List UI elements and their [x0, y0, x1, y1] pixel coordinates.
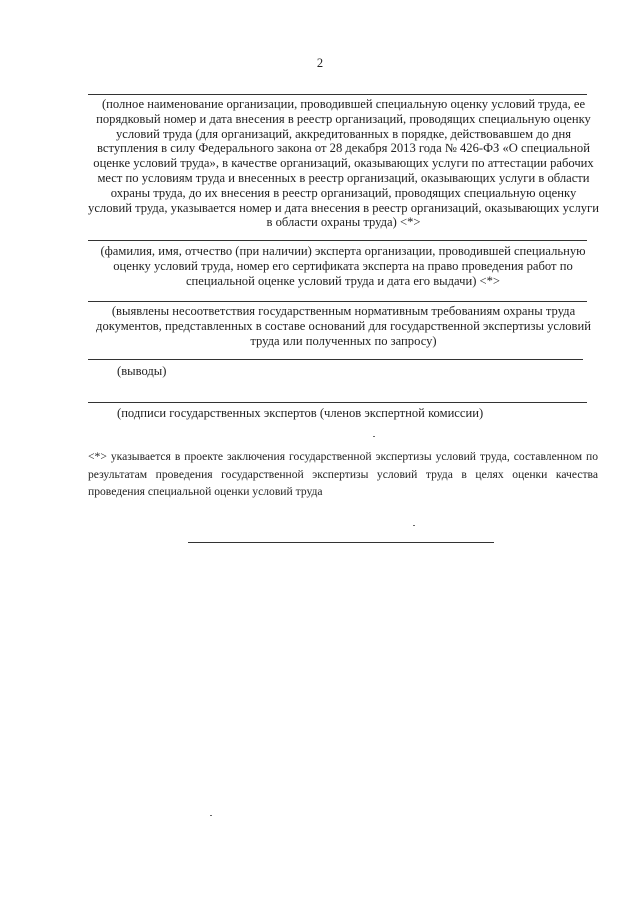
- caption-signatures: (подписи государственных экспертов (членов экспертной комиссии): [117, 406, 484, 420]
- scan-speck: [373, 436, 375, 437]
- page-number: 2: [316, 56, 324, 70]
- closing-separator: [188, 542, 494, 543]
- caption-organization: (полное наименование организации, проводившей специальную оценку условий труда, ее порядковый номер и дата внесения в реестр организаций, проводящих специальную оценку условий труда (для организаций, аккредитованных в порядке, действовавшем до дня вступления в силу Федерального закона от 28 декабря 2013 года № 426-ФЗ «О специальной оценке условий труда», в качестве организаций, оказывающих услуги по аттестации рабочих мест по условиям труда и внесенных в реестр организаций, оказывающих услуги в области охраны труда, до их внесения в реестр организаций, проводящих специальную оценку условий труда, указывается номер и дата внесения в реестр организаций, оказывающих услуги в области охраны труда) <*>: [88, 97, 599, 230]
- fill-line-conclusions: [88, 359, 583, 360]
- caption-expert: (фамилия, имя, отчество (при наличии) эксперта организации, проводившей специальную оценку условий труда, номер его сертификата эксперта на право проведения работ по специальной оценке условий труда и дата его выдачи) <*>: [100, 244, 586, 288]
- fill-line-expert: [88, 240, 587, 241]
- caption-violations: (выявлены несоответствия государственным нормативным требованиям охраны труда документов, представленных в составе оснований для государственной экспертизы условий труда или полученных по запросу): [96, 304, 591, 348]
- caption-conclusions: (выводы): [117, 364, 167, 378]
- scan-speck: [413, 525, 415, 526]
- scan-speck: [210, 815, 212, 816]
- fill-line-organization: [88, 94, 587, 95]
- fill-line-signatures: [88, 402, 587, 403]
- fill-line-violations: [88, 301, 587, 302]
- footnote: <*> указывается в проекте заключения государственной экспертизы условий труда, составленном по результатам проведения государственной экспертизы условий труда в целях оценки качества проведения специальной оценки условий труда: [88, 450, 598, 498]
